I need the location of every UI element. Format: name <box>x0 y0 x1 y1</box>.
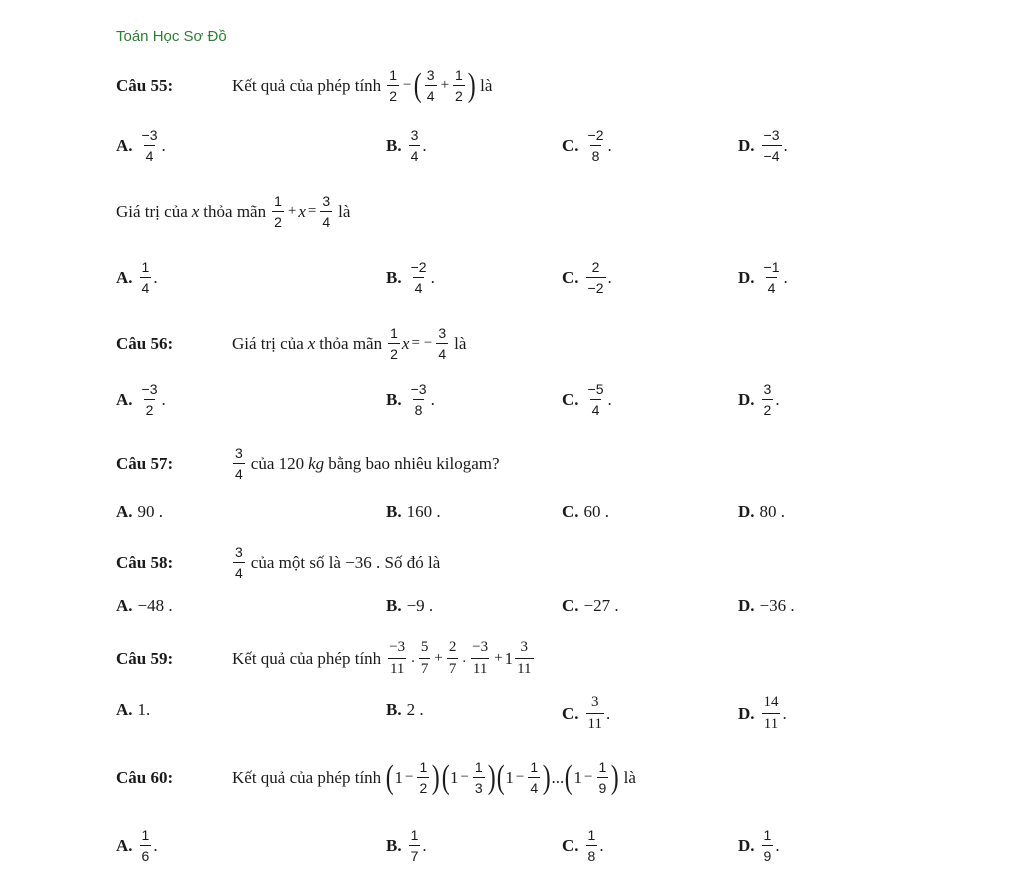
option-b[interactable]: B. $\frac{1}{7}$ . <box>386 827 427 864</box>
question-58: Câu 58: $\frac{3}{4}$ của một số là −36 . Số đó là <box>116 544 441 581</box>
option-b[interactable]: B. 2 . <box>386 700 424 719</box>
option-b[interactable]: B. $\frac{-2}{4}$ . <box>386 259 435 296</box>
option-c[interactable]: C. 60 . <box>562 502 610 521</box>
option-a[interactable]: A. $\frac{1}{6}$ . <box>116 827 158 864</box>
option-d[interactable]: D. $\frac{3}{2}$ . <box>738 381 780 418</box>
fraction: $\frac{1}{2}$ <box>389 67 397 104</box>
option-d[interactable]: D. −36 . <box>738 596 795 615</box>
question-56: Câu 56: Giá trị của x thỏa mãn $\frac{1}{2}$ x = − $\frac{3}{4}$ là <box>116 325 467 362</box>
question-text: Kết quả của phép tính <box>232 75 382 95</box>
fraction: $\frac{3}{4}$ <box>426 67 435 104</box>
fraction: $\frac{1}{2}$ <box>455 67 463 104</box>
option-c[interactable]: C. $\frac{2}{-2}$ . <box>562 259 612 296</box>
option-a[interactable]: A. 1. <box>116 700 151 719</box>
option-c[interactable]: C. $\frac{-5}{4}$ . <box>562 381 612 418</box>
option-a[interactable]: A. 90 . <box>116 502 164 521</box>
page-header: Toán Học Sơ Đồ <box>116 28 227 45</box>
option-a[interactable]: A. −48 . <box>116 596 173 615</box>
option-c[interactable]: C. −27 . <box>562 596 619 615</box>
option-c[interactable]: C. $\frac{3}{11}$ . <box>562 694 611 732</box>
option-c[interactable]: C. $\frac{1}{8}$ . <box>562 827 604 864</box>
question-60: Câu 60: Kết quả của phép tính ( 1 − $\frac{1}{2}$ ) ( 1 − $\frac{1}{3}$ ) ( 1 − $\frac{1}{4}$ ) ... ( 1 − $\frac{1}{9}$ ) là <box>116 758 636 796</box>
option-a[interactable]: A. $\frac{-3}{4}$ . <box>116 127 166 164</box>
question-x: Giá trị của x thỏa mãn $\frac{1}{2}$ + x = $\frac{3}{4}$ là <box>116 193 351 230</box>
option-d[interactable]: D. 80 . <box>738 502 786 521</box>
option-d[interactable]: D. $\frac{1}{9}$ . <box>738 827 780 864</box>
option-a[interactable]: A. $\frac{1}{4}$ . <box>116 259 158 296</box>
option-a[interactable]: A. $\frac{-3}{2}$ . <box>116 381 166 418</box>
option-b[interactable]: B. $\frac{3}{4}$ . <box>386 127 427 164</box>
option-d[interactable]: D. $\frac{14}{11}$ . <box>738 694 787 732</box>
question-59: Câu 59: Kết quả của phép tính $\frac{-3}{11}$ . $\frac{5}{7}$ + $\frac{2}{7}$ . $\frac{-3}{11}$ + 1 $\frac{3}{11}$ <box>116 639 532 677</box>
option-c[interactable]: C. $\frac{-2}{8}$ . <box>562 127 612 164</box>
option-b[interactable]: B. $\frac{-3}{8}$ . <box>386 381 435 418</box>
option-b[interactable]: B. 160 . <box>386 502 441 521</box>
option-d[interactable]: D. $\frac{-1}{4}$ . <box>738 259 788 296</box>
option-b[interactable]: B. −9 . <box>386 596 434 615</box>
question-57: Câu 57: $\frac{3}{4}$ của 120 kg bằng bao nhiêu kilogam? <box>116 445 500 482</box>
question-label: Câu 55: <box>116 75 174 95</box>
option-d[interactable]: D. $\frac{-3}{-4}$ . <box>738 127 788 164</box>
question-55: Câu 55: Kết quả của phép tính $\frac{1}{2}$ − ( $\frac{3}{4}$ + $\frac{1}{2}$ ) là <box>116 66 493 104</box>
